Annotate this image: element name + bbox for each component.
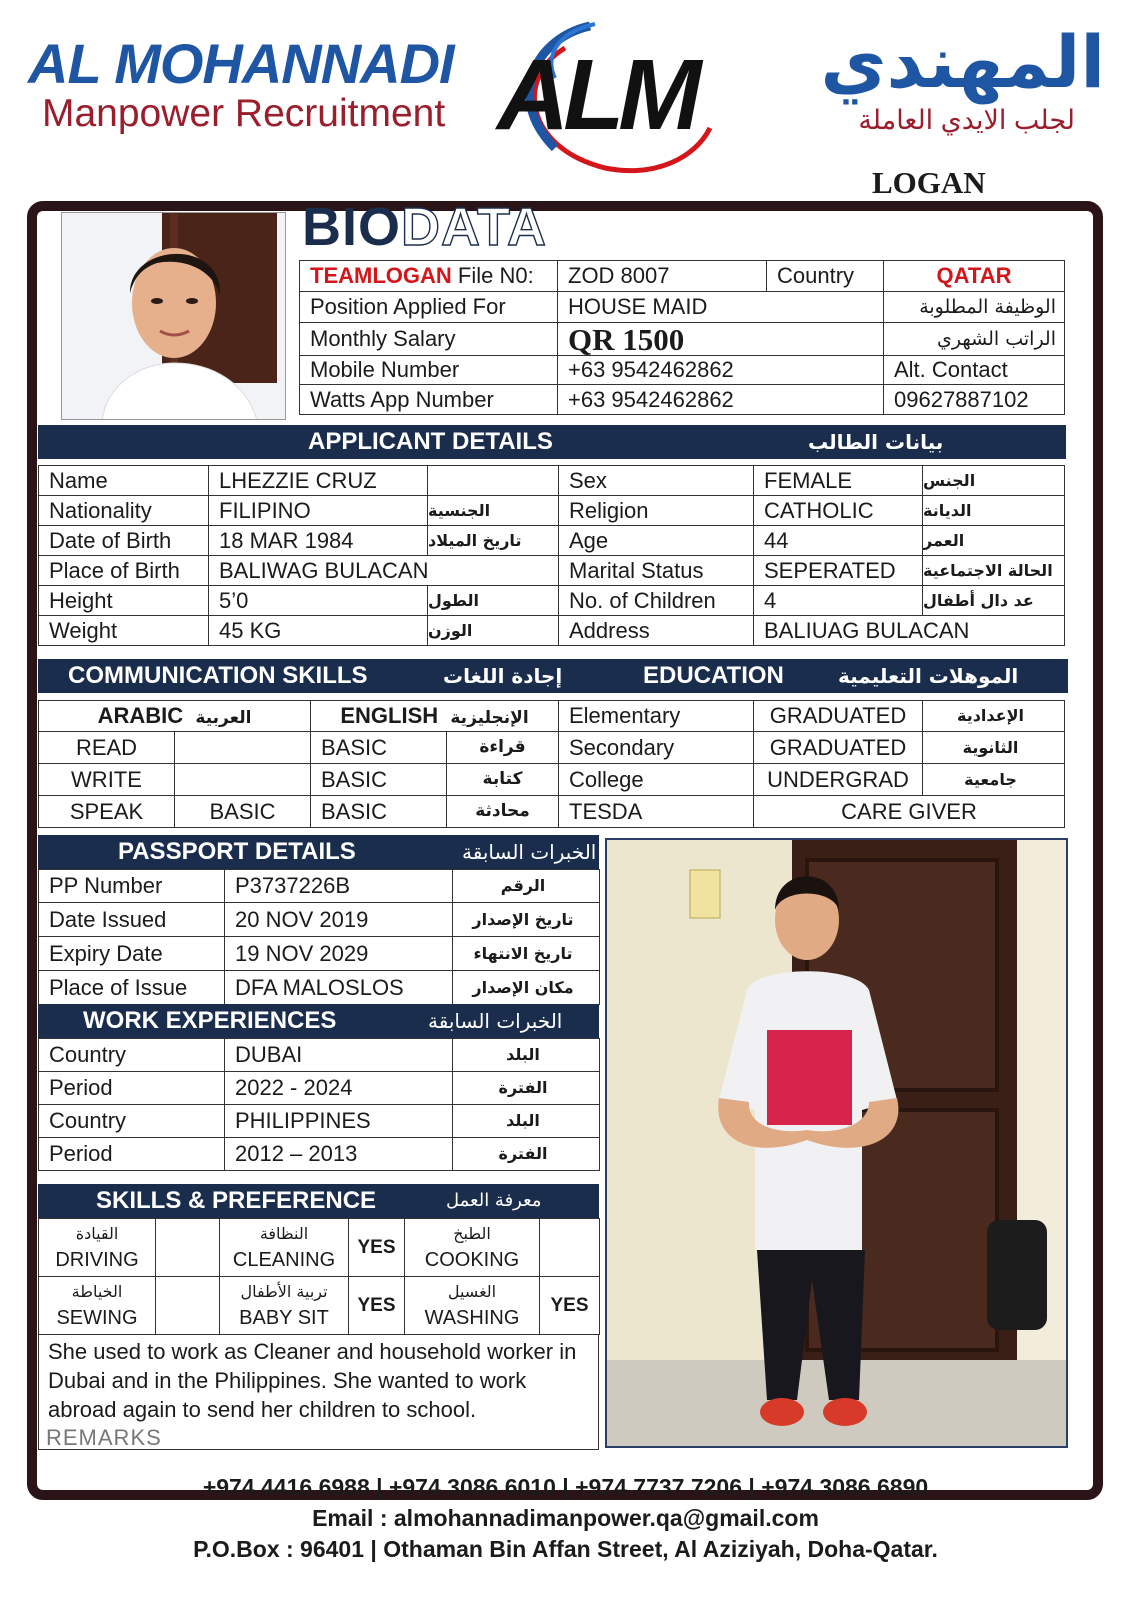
english-level: BASIC: [311, 732, 447, 764]
passport-value: P3737226B: [225, 870, 453, 903]
work-label: Country: [39, 1105, 225, 1138]
position-label: Position Applied For: [300, 292, 558, 323]
work-label: Period: [39, 1138, 225, 1171]
applicant-label: Height: [39, 586, 209, 616]
passport-row: [39, 903, 600, 937]
communication-skills-title: COMMUNICATION SKILLS: [68, 662, 368, 689]
education-row: [559, 732, 1065, 764]
education-level-arabic: الثانوية: [923, 732, 1065, 764]
footer-address: P.O.Box : 96401 | Othaman Bin Affan Street, Al Aziziyah, Doha-Qatar.: [193, 1536, 938, 1562]
passport-value: 20 NOV 2019: [225, 903, 453, 937]
mobile-value: +63 9542462862: [558, 356, 884, 385]
applicant-value: BALIUAG BULACAN: [754, 616, 1065, 646]
applicant-value: LHEZZIE CRUZ: [209, 466, 428, 496]
work-label-arabic: البلد: [453, 1039, 600, 1072]
passport-details-title-arabic: الخبرات السابقة: [462, 840, 597, 864]
communication-skills-title-arabic: إجادة اللغات: [443, 664, 563, 688]
applicant-label-arabic: عد دال أطفال: [923, 586, 1065, 616]
applicant-label-arabic: الديانة: [923, 496, 1065, 526]
applicant-label: Address: [559, 616, 754, 646]
work-label: Period: [39, 1072, 225, 1105]
education-title-arabic: الموهلات التعليمية: [838, 664, 1019, 688]
remarks-text: She used to work as Cleaner and household worker in Dubai and in the Philippines. She wanted to work abroad again to send her children to school.: [48, 1339, 577, 1422]
biodata-title-part1: BIO: [302, 197, 402, 257]
arabic-level: [175, 764, 311, 796]
applicant-label: Weight: [39, 616, 209, 646]
skills-preference-header: [38, 1184, 599, 1218]
alt-contact-label: Alt. Contact: [884, 356, 1065, 385]
applicant-label: Age: [559, 526, 754, 556]
skill-driving: القيادة DRIVING: [39, 1219, 156, 1277]
salary-label: Monthly Salary: [300, 323, 558, 356]
education-table: [558, 700, 1065, 828]
passport-details-header: [38, 835, 599, 869]
skill-washing-value: YES: [540, 1277, 600, 1335]
work-experience-header: [38, 1004, 599, 1038]
passport-value: 19 NOV 2029: [225, 937, 453, 971]
applicant-row: [39, 496, 1065, 526]
applicant-label: Sex: [559, 466, 754, 496]
applicant-value: FILIPINO: [209, 496, 428, 526]
position-label-arabic: الوظيفة المطلوبة: [884, 292, 1065, 323]
applicant-row: [39, 556, 1065, 586]
skill-sewing-value: [156, 1277, 220, 1335]
work-row: [39, 1138, 600, 1171]
skill-cleaning-value: YES: [349, 1219, 405, 1277]
applicant-value: CATHOLIC: [754, 496, 923, 526]
biodata-title: [302, 197, 547, 257]
applicant-label: Nationality: [39, 496, 209, 526]
top-info-table: [299, 260, 1065, 415]
brand-tagline-arabic: لجلب الايدي العاملة: [858, 105, 1075, 135]
passport-label-arabic: مكان الإصدار: [453, 971, 600, 1005]
applicant-label-arabic: العمر: [923, 526, 1065, 556]
language-skills-table: [38, 700, 559, 828]
language-skill-arabic: قراءة: [447, 732, 559, 764]
country-label: Country: [767, 261, 884, 292]
applicant-row: [39, 526, 1065, 556]
education-level-arabic: الإعدادية: [923, 701, 1065, 732]
applicant-details-title: APPLICANT DETAILS: [308, 428, 553, 455]
brand-tagline: Manpower Recruitment: [42, 92, 446, 135]
footer-phones: +974 4416 6988 | +974 3086 6010 | +974 7737 7206 | +974 3086 6890: [202, 1474, 929, 1500]
skill-cooking: الطبخ COOKING: [405, 1219, 540, 1277]
language-skill-arabic: محادثة: [447, 796, 559, 828]
work-value: 2012 – 2013: [225, 1138, 453, 1171]
language-skill-row: [39, 764, 559, 796]
arabic-language-header: ARABIC العربية: [39, 701, 311, 732]
applicant-label: Religion: [559, 496, 754, 526]
applicant-label-arabic: الطول: [428, 586, 559, 616]
passport-row: [39, 937, 600, 971]
work-row: [39, 1105, 600, 1138]
education-level: Elementary: [559, 701, 754, 732]
skill-cleaning: النظافة CLEANING: [220, 1219, 349, 1277]
whatsapp-label: Watts App Number: [300, 385, 558, 415]
arabic-level: BASIC: [175, 796, 311, 828]
work-experience-title-arabic: الخبرات السابقة: [428, 1009, 563, 1033]
education-title: EDUCATION: [643, 662, 784, 689]
education-row: [559, 701, 1065, 732]
applicant-value: FEMALE: [754, 466, 923, 496]
work-value: DUBAI: [225, 1039, 453, 1072]
applicant-details-table: [38, 465, 1065, 646]
education-level: TESDA: [559, 796, 754, 828]
education-status: CARE GIVER: [754, 796, 1065, 828]
language-skill-arabic: كتابة: [447, 764, 559, 796]
skills-preference-title-arabic: معرفة العمل: [446, 1190, 542, 1211]
applicant-label-arabic: الوزن: [428, 616, 559, 646]
applicant-details-header: [38, 425, 1066, 459]
brand-name: AL MOHANNADI: [28, 32, 454, 95]
whatsapp-value: +63 9542462862: [558, 385, 884, 415]
applicant-label-arabic: [428, 466, 559, 496]
work-label-arabic: البلد: [453, 1105, 600, 1138]
file-number-label: TEAMLOGAN File N0:: [300, 261, 558, 292]
education-level: College: [559, 764, 754, 796]
skill-driving-value: [156, 1219, 220, 1277]
skills-education-header: [38, 659, 1068, 693]
english-level: BASIC: [311, 796, 447, 828]
education-status: UNDERGRAD: [754, 764, 923, 796]
remarks-label: REMARKS: [46, 1425, 162, 1450]
biodata-title-part2: DATA: [401, 197, 547, 257]
passport-table: [38, 869, 600, 1005]
arabic-level: [175, 732, 311, 764]
passport-details-title: PASSPORT DETAILS: [118, 838, 356, 865]
passport-label: PP Number: [39, 870, 225, 903]
work-label-arabic: الفترة: [453, 1138, 600, 1171]
skill-washing: الغسيل WASHING: [405, 1277, 540, 1335]
education-level: Secondary: [559, 732, 754, 764]
passport-row: [39, 870, 600, 903]
brand-name-arabic: المهندي: [820, 23, 1105, 103]
applicant-details-title-arabic: بيانات الطالب: [808, 430, 944, 454]
language-skill-label: WRITE: [39, 764, 175, 796]
passport-value: DFA MALOSLOS: [225, 971, 453, 1005]
applicant-full-body-photo: [605, 838, 1068, 1448]
applicant-value: BALIWAG BULACAN: [209, 556, 559, 586]
agent-name: LOGAN: [872, 165, 986, 200]
applicant-label: Place of Birth: [39, 556, 209, 586]
position-value: HOUSE MAID: [558, 292, 884, 323]
applicant-value: 18 MAR 1984: [209, 526, 428, 556]
passport-label-arabic: تاريخ الانتهاء: [453, 937, 600, 971]
skill-baby-sit: تربية الأطفال BABY SIT: [220, 1277, 349, 1335]
salary-label-arabic: الراتب الشهري: [884, 323, 1065, 356]
work-experience-table: [38, 1038, 600, 1171]
file-number-value: ZOD 8007: [558, 261, 767, 292]
work-label-arabic: الفترة: [453, 1072, 600, 1105]
language-skill-row: [39, 796, 559, 828]
skills-table: [38, 1218, 600, 1335]
salary-value: QR 1500: [558, 323, 884, 356]
language-skill-label: READ: [39, 732, 175, 764]
language-skill-label: SPEAK: [39, 796, 175, 828]
applicant-value: 44: [754, 526, 923, 556]
applicant-value: 4: [754, 586, 923, 616]
applicant-portrait-photo: [61, 212, 286, 420]
applicant-row: [39, 466, 1065, 496]
work-experience-title: WORK EXPERIENCES: [83, 1007, 337, 1034]
education-row: [559, 796, 1065, 828]
country-value: QATAR: [884, 261, 1065, 292]
work-label: Country: [39, 1039, 225, 1072]
passport-label: Place of Issue: [39, 971, 225, 1005]
applicant-row: [39, 616, 1065, 646]
work-row: [39, 1039, 600, 1072]
english-language-header: ENGLISH الإنجليزية: [311, 701, 559, 732]
mobile-label: Mobile Number: [300, 356, 558, 385]
applicant-value: 45 KG: [209, 616, 428, 646]
passport-label: Expiry Date: [39, 937, 225, 971]
work-value: PHILIPPINES: [225, 1105, 453, 1138]
applicant-label: Date of Birth: [39, 526, 209, 556]
work-row: [39, 1072, 600, 1105]
language-skill-row: [39, 732, 559, 764]
applicant-row: [39, 586, 1065, 616]
skills-preference-title: SKILLS & PREFERENCE: [96, 1187, 377, 1214]
applicant-label-arabic: الجنس: [923, 466, 1065, 496]
applicant-label: No. of Children: [559, 586, 754, 616]
applicant-label-arabic: الجنسية: [428, 496, 559, 526]
education-status: GRADUATED: [754, 732, 923, 764]
education-level-arabic: جامعية: [923, 764, 1065, 796]
passport-label-arabic: الرقم: [453, 870, 600, 903]
skills-row: [39, 1219, 600, 1277]
passport-label: Date Issued: [39, 903, 225, 937]
applicant-label-arabic: الحالة الاجتماعية: [923, 556, 1065, 586]
alt-contact-value: 09627887102: [884, 385, 1065, 415]
footer-email: Email : almohannadimanpower.qa@gmail.com: [312, 1505, 819, 1531]
skill-baby-sit-value: YES: [349, 1277, 405, 1335]
applicant-label: Marital Status: [559, 556, 754, 586]
applicant-label-arabic: تاريخ الميلاد: [428, 526, 559, 556]
logo-text: ALM: [497, 39, 696, 151]
education-row: [559, 764, 1065, 796]
english-level: BASIC: [311, 764, 447, 796]
passport-row: [39, 971, 600, 1005]
work-value: 2022 - 2024: [225, 1072, 453, 1105]
skills-row: [39, 1277, 600, 1335]
skill-cooking-value: [540, 1219, 600, 1277]
applicant-value: SEPERATED: [754, 556, 923, 586]
passport-label-arabic: تاريخ الإصدار: [453, 903, 600, 937]
applicant-value: 5’0: [209, 586, 428, 616]
education-status: GRADUATED: [754, 701, 923, 732]
skill-sewing: الخياطة SEWING: [39, 1277, 156, 1335]
applicant-label: Name: [39, 466, 209, 496]
